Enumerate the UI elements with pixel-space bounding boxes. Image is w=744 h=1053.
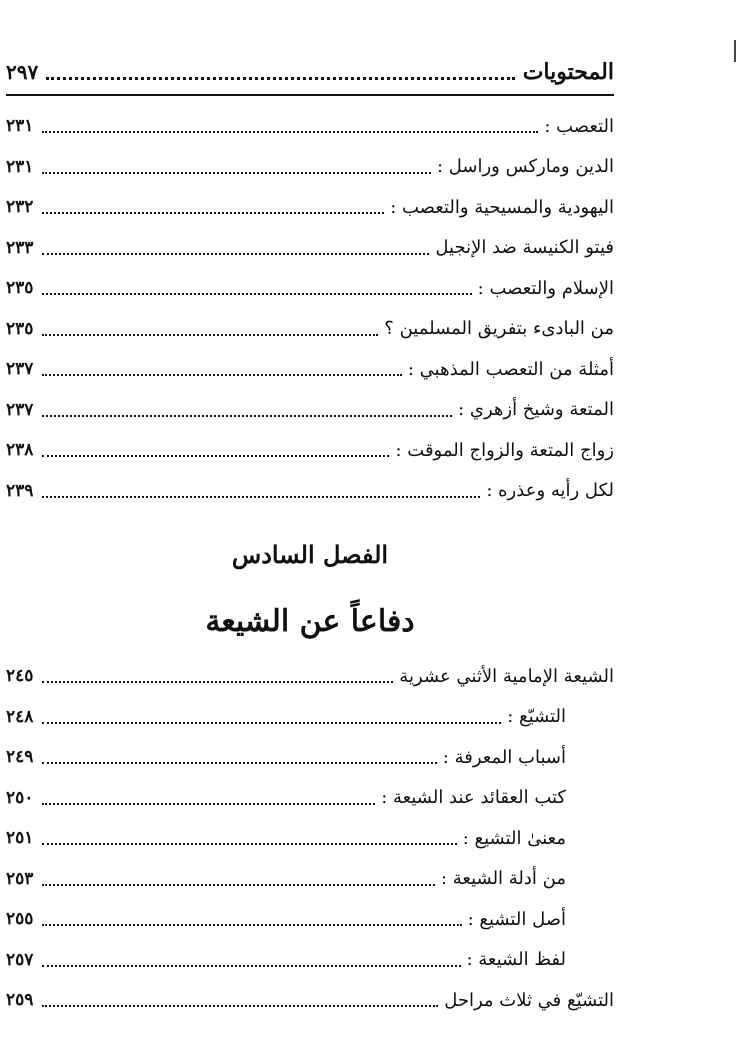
toc-entry[interactable] [6, 147, 614, 188]
toc-entry-label: أمثلة من التعصب المذهبي : [407, 358, 614, 380]
toc-entry-label: التعصب : [544, 115, 614, 137]
toc-entry-label: من أدلة الشيعة : [440, 868, 566, 890]
chapter-number: الفصل السادس [231, 540, 389, 569]
dot-leader [42, 884, 435, 886]
dot-leader [42, 762, 437, 764]
toc-entry-page: ٢٣٧ [6, 359, 34, 380]
toc-entry[interactable] [6, 980, 614, 1021]
toc-entry[interactable] [6, 818, 614, 859]
toc-entry[interactable] [6, 228, 614, 269]
toc-entry[interactable] [6, 697, 614, 738]
toc-entry[interactable] [6, 940, 614, 981]
header-title: المحتويات [522, 59, 614, 85]
dot-leader [42, 924, 462, 926]
dot-leader [42, 965, 461, 967]
dot-leader [42, 374, 402, 376]
toc-entry-label: كتب العقائد عند الشيعة : [381, 787, 566, 809]
toc-entry[interactable] [6, 471, 614, 512]
toc-entry-page: ٢٥٣ [6, 868, 34, 889]
toc-entry-label: أسباب المعرفة : [442, 746, 566, 768]
toc-entry-label: اليهودية والمسيحية والتعصب : [390, 196, 614, 218]
toc-entry-label: لكل رأيه وعذره : [486, 480, 614, 502]
toc-entry-page: ٢٤٨ [6, 706, 34, 727]
toc-entry-page: ٢٣١ [6, 156, 34, 177]
toc-entry-label: أصل التشيع : [467, 908, 566, 930]
toc-entry[interactable] [6, 106, 614, 147]
dot-leader [42, 455, 389, 457]
toc-entry-label: من البادىء بتفريق المسلمين ؟ [384, 318, 614, 340]
toc-entry[interactable] [6, 187, 614, 228]
toc-entry-page: ٢٣٩ [6, 480, 34, 501]
toc-entry[interactable] [6, 349, 614, 390]
toc-entry-label: فيتو الكنيسة ضد الإنجيل [435, 237, 614, 259]
dot-leader [42, 843, 457, 845]
toc-entry-label: الدين وماركس وراسل : [436, 156, 614, 178]
toc-entry[interactable] [6, 778, 614, 819]
toc-entry-page: ٢٥٧ [6, 949, 34, 970]
toc-entry-page: ٢٥٩ [6, 990, 34, 1011]
dot-leader [42, 681, 393, 683]
dot-leader [42, 1005, 438, 1007]
toc-entry-page: ٢٥٥ [6, 909, 34, 930]
toc-entry-label: الإسلام والتعصب : [477, 277, 614, 299]
toc-entry-label: الشيعة الإمامية الأثني عشرية [399, 665, 614, 687]
page-edge-mark [734, 40, 736, 62]
toc-entry[interactable] [6, 859, 614, 900]
toc-entry-page: ٢٣٨ [6, 440, 34, 461]
toc-entry-label: زواج المتعة والزواج الموقت : [395, 439, 614, 461]
toc-entry-label: لفظ الشيعة : [466, 949, 566, 971]
toc-entry[interactable] [6, 430, 614, 471]
toc-section-a [6, 106, 614, 511]
toc-entry-page: ٢٥١ [6, 828, 34, 849]
toc-entry[interactable] [6, 656, 614, 697]
toc-entry[interactable] [6, 899, 614, 940]
dot-leader [42, 415, 452, 417]
toc-entry[interactable] [6, 737, 614, 778]
toc-entry-label: التشيّع في ثلاث مراحل [444, 989, 614, 1011]
toc-section-b [6, 656, 614, 1021]
header-page-number: ٢٩٧ [6, 60, 39, 84]
toc-entry-label: معنىٰ التشيع : [462, 827, 566, 849]
dot-leader [46, 77, 514, 80]
toc-entry-page: ٢٤٩ [6, 747, 34, 768]
toc-entry-page: ٢٤٥ [6, 666, 34, 687]
toc-entry-label: المتعة وشيخ أزهري : [458, 399, 614, 421]
toc-entry[interactable] [6, 309, 614, 350]
toc-entry-page: ٢٣١ [6, 116, 34, 137]
toc-entry-label: التشيّع : [507, 706, 566, 728]
toc-entry[interactable] [6, 390, 614, 431]
toc-entry[interactable] [6, 268, 614, 309]
dot-leader [42, 722, 501, 724]
dot-leader [42, 293, 472, 295]
dot-leader [42, 496, 480, 498]
toc-entry-page: ٢٣٣ [6, 237, 34, 258]
toc-entry-page: ٢٣٥ [6, 278, 34, 299]
header-rule [6, 94, 614, 96]
dot-leader [42, 172, 431, 174]
dot-leader [42, 334, 378, 336]
dot-leader [42, 253, 429, 255]
toc-entry-page: ٢٥٠ [6, 787, 34, 808]
dot-leader [42, 131, 538, 133]
toc-entry-page: ٢٣٧ [6, 399, 34, 420]
dot-leader [42, 803, 375, 805]
chapter-title: دفاعاً عن الشيعة [205, 604, 415, 639]
toc-entry-page: ٢٣٥ [6, 318, 34, 339]
dot-leader [42, 212, 384, 214]
running-header [6, 52, 614, 92]
toc-entry-page: ٢٣٢ [6, 197, 34, 218]
